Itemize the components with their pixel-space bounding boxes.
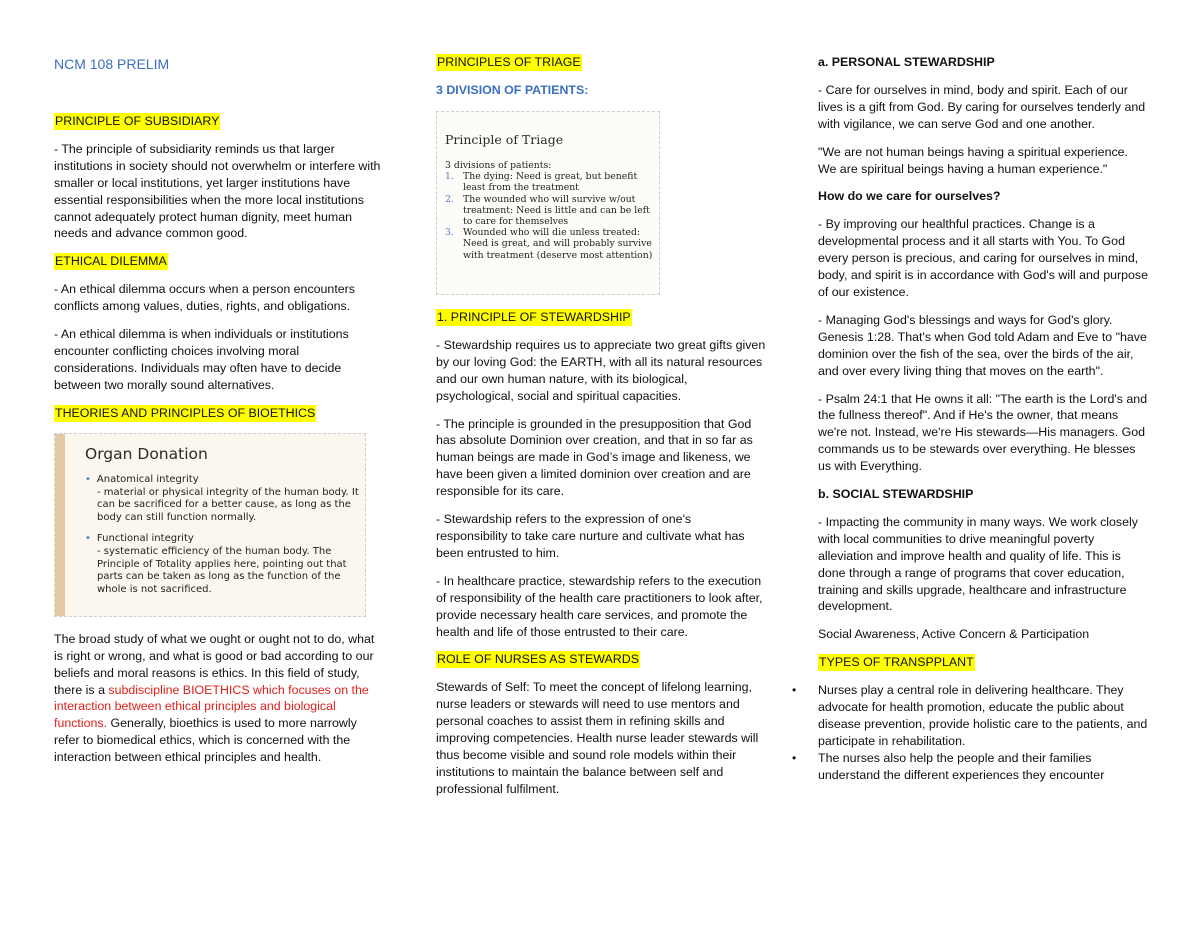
organ-item-2-desc: - systematic efficiency of the human body. The Principle of Totality applies here, pointing out that parts can be taken as long as the function of the whole is not sacrificed. bbox=[97, 545, 347, 596]
ethics-text-a: The broad study of what we ought or ought not to do, what is right or wrong, and what is good or bad according to our beliefs and moral reasons is ethics. In this field of study, there is a bbox=[54, 631, 375, 697]
organ-item-1-desc: - material or physical integrity of the human body. It can be sacrificed for a better cause, as long as the body can still function normally. bbox=[97, 486, 359, 524]
document-header: NCM 108 PRELIM bbox=[54, 56, 170, 72]
triage-item-number: 1. bbox=[445, 171, 454, 183]
transplant-heading: TYPES OF TRANSPPLANT bbox=[819, 655, 974, 670]
organ-image-body bbox=[85, 474, 365, 597]
triage-item-text: The dying: Need is great, but benefit least from the treatment bbox=[463, 171, 638, 194]
dilemma-text-2: - An ethical dilemma is when individuals or institutions encounter conflicting choices involving moral considerations. Individuals may often have to decide between two morally sound alternatives. bbox=[54, 327, 349, 392]
nurses-text: Stewards of Self: To meet the concept of lifelong learning, nurse leaders or stewards will need to use mentors and personal coaches to assist them in refining skills and improving competencies. Health nurse leader stewards will thus become visible and sound role models within their institutions to maintain the balance between self and professional fulfilment. bbox=[436, 680, 759, 796]
care-text-2: - Managing God's blessings and ways for God's glory. Genesis 1:28. That's when God told Adam and Eve to "have dominion over the fish of the sea, over the birds of the air, and over every living thing that moves on the earth". bbox=[818, 312, 1147, 378]
social-awareness: Social Awareness, Active Concern & Participation bbox=[818, 627, 1090, 642]
social-heading: b. SOCIAL STEWARDSHIP bbox=[818, 487, 974, 502]
triage-item-number: 2. bbox=[445, 193, 454, 205]
social-text: - Impacting the community in many ways. We work closely with local communities to drive meaningful poverty alleviation and improve health and quality of life. This is done through a range of programs that cover education, training and skills upgrade, healthcare and infrastructure development. bbox=[818, 514, 1138, 614]
organ-donation-image bbox=[54, 433, 366, 617]
column-2 bbox=[436, 52, 766, 809]
triage-heading: PRINCIPLES OF TRIAGE bbox=[437, 55, 581, 69]
list-item: • The nurses also help the people and their families understand the different experiences they encounter bbox=[818, 750, 1148, 784]
ethics-paragraph bbox=[54, 631, 384, 766]
column-1 bbox=[54, 52, 384, 777]
triage-item-number: 3. bbox=[445, 227, 454, 239]
division-heading: 3 DIVISION OF PATIENTS: bbox=[436, 83, 589, 97]
subsidiary-heading: PRINCIPLE OF SUBSIDIARY bbox=[55, 113, 220, 128]
organ-image-title: Organ Donation bbox=[85, 444, 208, 463]
stewardship-text-1: - Stewardship requires us to appreciate two great gifts given by our loving God: the EARTH, with all its natural resources and our own human nature, with its biological, psychological, social and spiritual capacities. bbox=[436, 337, 766, 403]
organ-item-2: Functional integrity bbox=[96, 532, 194, 544]
image-side-strip bbox=[55, 434, 65, 616]
personal-quote: "We are not human beings having a spiritual experience. We are spiritual beings having a human experience." bbox=[818, 144, 1128, 176]
triage-item bbox=[445, 194, 657, 228]
triage-image-subtitle: 3 divisions of patients: bbox=[445, 159, 552, 171]
stewardship-text-4: - In healthcare practice, stewardship refers to the execution of responsibility of the health care practitioners to look after, provide necessary health care services, and promote the health and life of those entrusted to their care. bbox=[436, 573, 763, 639]
nurses-bullet-list bbox=[818, 682, 1148, 783]
nurses-heading: ROLE OF NURSES AS STEWARDS bbox=[437, 652, 639, 667]
stewardship-heading: 1. PRINCIPLE OF STEWARDSHIP bbox=[437, 309, 631, 324]
organ-item-1: Anatomical integrity bbox=[96, 473, 199, 485]
triage-image bbox=[436, 111, 660, 295]
bullet-icon: • bbox=[85, 532, 91, 544]
triage-item bbox=[445, 171, 657, 193]
personal-text-1: - Care for ourselves in mind, body and spirit. Each of our lives is a gift from God. By caring for ourselves tenderly and with vigilance, we can serve God and one another. bbox=[818, 82, 1146, 131]
triage-item-text: The wounded who will survive w/out treatment: Need is little and can be left to care for themselves bbox=[463, 193, 650, 227]
ethics-text-red: subdiscipline BIOETHICS which focuses on the interaction between ethical principles and biological functions. bbox=[54, 682, 369, 731]
triage-image-title: Principle of Triage bbox=[445, 131, 564, 147]
ethics-text-b: Generally, bioethics is used to more narrowly refer to biomedical ethics, which is concerned with the interaction between ethical principles and health. bbox=[54, 716, 357, 765]
stewardship-text-2: - The principle is grounded in the presupposition that God has absolute Dominion over creation, and that in so far as human beings are made in God’s image and likeness, we have been given a limited dominion over creation and are responsible for its care. bbox=[436, 416, 753, 499]
bullet-icon: • bbox=[85, 473, 91, 485]
theories-heading: THEORIES AND PRINCIPLES OF BIOETHICS bbox=[55, 405, 316, 420]
stewardship-text-3: - Stewardship refers to the expression of one's responsibility to take care nurture and cultivate what has been entrusted to him. bbox=[436, 512, 745, 560]
care-text-1: - By improving our healthful practices. Change is a developmental process and it all starts with You. To God every person is precious, and caring for ourselves in mind, body, and spirit is in accordance with God's will and purpose of our existence. bbox=[818, 217, 1148, 299]
dilemma-text-1: - An ethical dilemma occurs when a person encounters conflicts among values, duties, rights, and obligations. bbox=[54, 282, 355, 314]
dilemma-heading: ETHICAL DILEMMA bbox=[55, 254, 167, 269]
subsidiary-text: - The principle of subsidiarity reminds us that larger institutions in society should not overwhelm or interfere with smaller or local institutions, yet larger institutions have essential responsibilities when the more local institutions cannot adequately protect human dignity, meet human needs and advance common good. bbox=[54, 141, 381, 241]
triage-item bbox=[445, 227, 657, 261]
personal-heading: a. PERSONAL STEWARDSHIP bbox=[818, 55, 995, 69]
care-heading: How do we care for ourselves? bbox=[818, 189, 1001, 204]
triage-image-body bbox=[445, 160, 657, 261]
list-item: • Nurses play a central role in delivering healthcare. They advocate for health promotion, educate the public about disease prevention, provide holistic care to the patients, and participate in rehabilitation. bbox=[818, 682, 1148, 750]
column-3 bbox=[818, 52, 1148, 784]
triage-item-text: Wounded who will die unless treated: Need is great, and will probably survive with treatment (deserve most attention) bbox=[463, 227, 653, 261]
care-text-3: - Psalm 24:1 that He owns it all: "The earth is the Lord's and the fullness thereof". And if He's the owner, that means we're not. Instead, we're His stewards—His managers. God commands us to be stewards over everything. He blesses us with Everything. bbox=[818, 391, 1148, 474]
